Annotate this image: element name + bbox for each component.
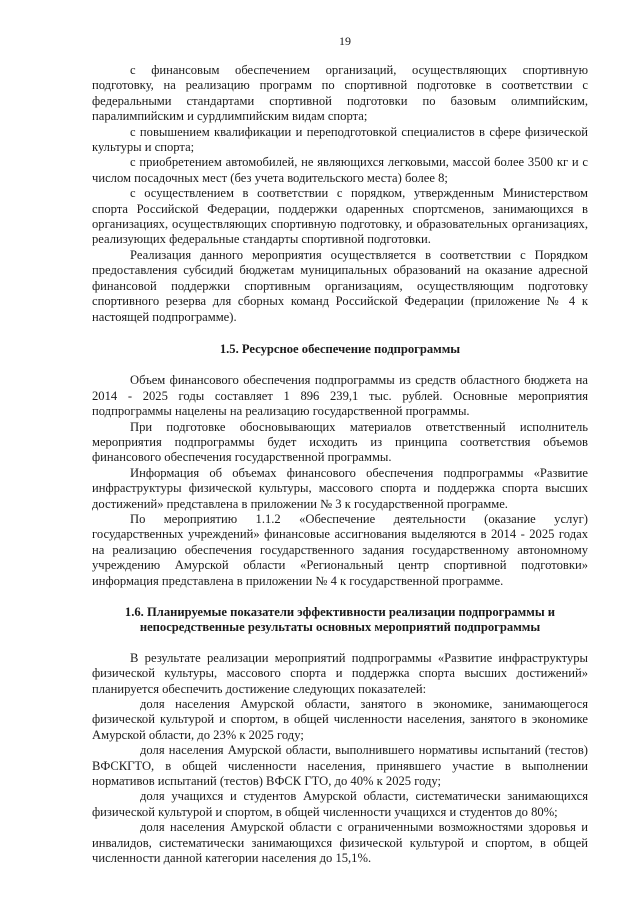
paragraph: Объем финансового обеспечения подпрограммы из средств областного бюджета на 2014 - 2025 годы составляет 1 896 239,1 тыс. рублей. Основные мероприятия подпрограммы нацелены на реализацию государственной программы. bbox=[92, 373, 588, 419]
section-heading-1-5: 1.5. Ресурсное обеспечение подпрограммы bbox=[219, 341, 461, 356]
section-1-6-body bbox=[92, 651, 588, 867]
paragraph: По мероприятию 1.1.2 «Обеспечение деятельности (оказание услуг) государственных учреждений» финансовые ассигнования выделяются в 2014 - 2025 годах на реализацию обеспечения государственного задания государственному автономному учреждению Амурской области «Региональный центр спортивной подготовки» информация представлена в приложении № 4 к государственной программе. bbox=[92, 511, 588, 588]
section-1-5-body bbox=[92, 373, 588, 589]
paragraph: с финансовым обеспечением организаций, осуществляющих спортивную подготовку, на реализацию программ по спортивной подготовке в соответствии с федеральными стандартами спортивной подготовки по базовым олимпийским, паралимпийским и сурдлимпийским видам спорта; bbox=[92, 63, 588, 124]
paragraph: Реализация данного мероприятия осуществляется в соответствии с Порядком предоставления субсидий бюджетам муниципальных образований на оказание адресной финансовой поддержки спортивным организациям, осуществляющим подготовку спортивного резерва для сборных команд Российской Федерации (приложение № 4 к настоящей подпрограмме). bbox=[92, 247, 588, 324]
paragraph: с приобретением автомобилей, не являющихся легковыми, массой более 3500 кг и с числом посадочных мест (без учета водительского места) более 8; bbox=[92, 155, 588, 185]
indicator-item: доля учащихся и студентов Амурской области, систематически занимающихся физической культурой и спортом, в общей численности учащихся и студентов до 80%; bbox=[92, 789, 588, 819]
page-number: 19 bbox=[339, 34, 351, 48]
paragraph: При подготовке обосновывающих материалов ответственный исполнитель мероприятия подпрограммы будет исходить из принципа соответствия объемов финансового обеспечения государственной программы. bbox=[92, 419, 588, 465]
indicator-item: доля населения Амурской области с ограниченными возможностями здоровья и инвалидов, систематически занимающихся физической культурой и спортом, в общей численности данной категории населения до 15,1%. bbox=[92, 820, 588, 866]
section-heading-line: непосредственные результаты основных мероприятий подпрограммы bbox=[139, 620, 541, 635]
paragraph: В результате реализации мероприятий подпрограммы «Развитие инфраструктуры физической культуры, массового спорта и поддержка спорта высших достижений» планируется обеспечить достижение следующих показателей: bbox=[92, 650, 588, 696]
section-heading-1-6 bbox=[92, 605, 588, 636]
paragraph: с осуществлением в соответствии с порядком, утвержденным Министерством спорта Российской Федерации, поддержки одаренных спортсменов, занимающихся в организациях, осуществляющих спортивную подготовку, и образовательных организациях, реализующих федеральные стандарты спортивной подготовки. bbox=[92, 186, 588, 247]
paragraph: с повышением квалификации и переподготовкой специалистов в сфере физической культуры и спорта; bbox=[92, 124, 588, 155]
indicator-item: доля населения Амурской области, занятого в экономике, занимающегося физической культурой и спортом, в общей численности населения, занятого в экономике Амурской области, до 23% к 2025 году; bbox=[92, 697, 588, 742]
indicator-item: доля населения Амурской области, выполнившего нормативы испытаний (тестов) ВФСКГТО, в общей численности населения, принявшего участие в выполнении нормативов испытаний (тестов) ВФСК ГТО, до 40% к 2025 году; bbox=[92, 743, 588, 789]
paragraph: Информация об объемах финансового обеспечения подпрограммы «Развитие инфраструктуры физической культуры, массового спорта и поддержка спорта высших достижений» представлена в приложении № 3 к государственной программе. bbox=[92, 465, 588, 511]
top-paragraphs bbox=[92, 63, 588, 325]
section-heading-line: 1.6. Планируемые показатели эффективности реализации подпрограммы и bbox=[124, 605, 556, 619]
